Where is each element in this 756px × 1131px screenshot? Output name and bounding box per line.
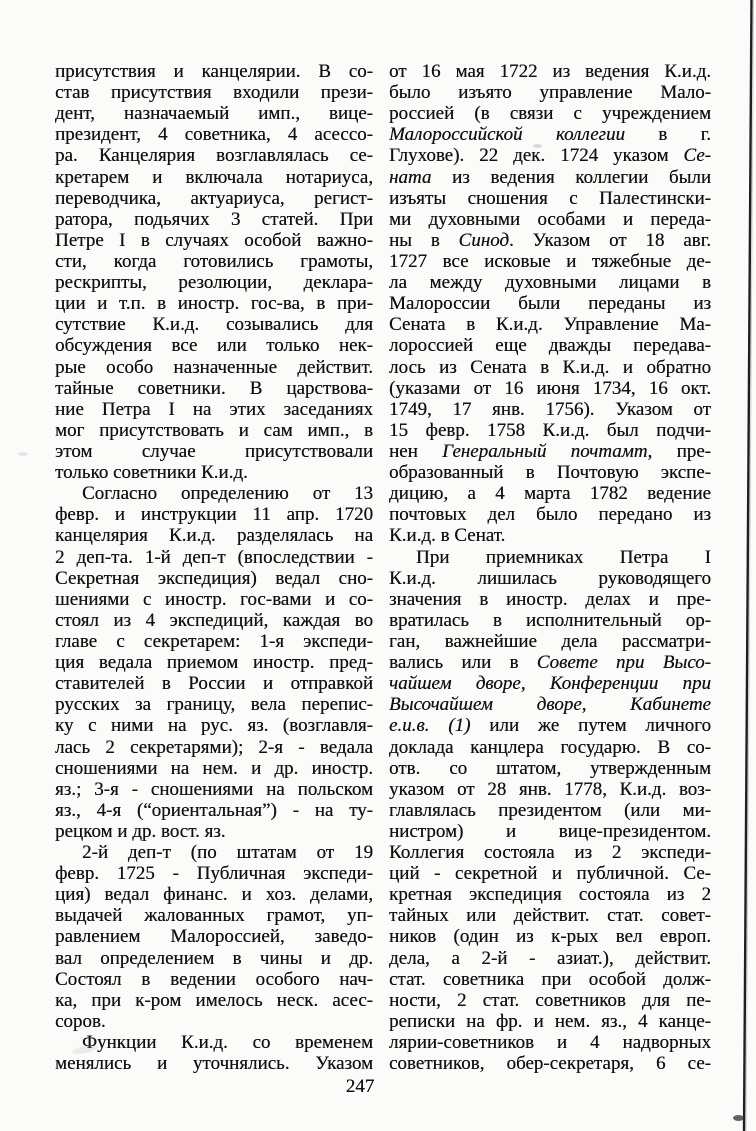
text-segment: россией (в связи с учреждением [389,103,711,125]
text-segment: равлением Малороссией, заведо- [55,926,373,948]
text-line [389,863,711,884]
text-segment: в г. [624,124,711,146]
text-segment: изъяты сношения с Палестински- [389,187,711,209]
text-line [55,842,373,863]
text-segment: ние Петра I на этих заседаниях [55,398,373,420]
text-line [389,948,711,969]
text-segment: Сената в К.и.д. Управление Ма- [389,314,711,336]
text-segment: шениями с иностр. гос-вами и со- [55,588,373,610]
text-line [389,230,711,251]
text-line [55,209,373,230]
text-segment: обсуждения все или только нек- [55,335,373,357]
text-line [389,990,711,1011]
text-segment: рые особо назначенные действит. [55,356,373,378]
text-line [55,821,373,842]
text-line [55,124,373,145]
text-line [389,589,711,610]
text-line [55,525,373,546]
text-segment: ку с ними на рус. яз. (возглавля- [55,715,373,737]
text-segment: вались или в [389,652,537,674]
text-segment: 2-й деп-т (по штатам от 19 [82,842,373,864]
text-line [389,547,711,568]
text-segment: главе с секретарем: 1-я экспеди- [55,630,373,652]
text-line [55,272,373,293]
text-line [55,230,373,251]
text-line [55,863,373,884]
text-segment: ны в [389,229,459,251]
text-segment: значения в иностр. делах и пре- [389,588,711,610]
text-line [55,167,373,188]
text-line [389,779,711,800]
text-segment: тайные советники. В царствова- [55,377,373,399]
text-segment: сутствие К.и.д. созывались для [55,314,373,336]
text-line [389,969,711,990]
text-segment: сти, когда готовились грамоты, [55,250,373,272]
text-line [55,441,373,462]
text-segment: ции и т.п. в иностр. гос-ва, в при- [55,293,373,315]
text-segment: соров. [55,1010,106,1032]
text-segment: 1727 все исковые и тяжебные де- [389,250,711,272]
text-segment: ников (один из к-рых вел европ. [389,926,711,948]
text-segment: Функции К.и.д. со временем [82,1032,373,1054]
text-segment: дела, а 2-й - азиат.), действит. [389,947,711,969]
text-segment: кретарем и включала нотариуса, [55,166,373,188]
text-segment: Согласно определению от 13 [82,483,373,505]
text-segment: . Указом от 18 авг. [508,229,711,251]
text-line [389,758,711,779]
text-segment: ка, при к-ром имелось неск. асес- [55,989,373,1011]
text-line [389,694,711,715]
text-line [55,314,373,335]
text-line [55,145,373,166]
text-segment: ция ведала приемом иностр. пред- [55,652,373,674]
text-line [55,737,373,758]
text-line [55,1011,373,1032]
italic-text-segment: ната [389,166,432,188]
text-line [389,568,711,589]
text-line [389,272,711,293]
italic-text-segment: Совете при Высо- [536,652,711,674]
text-line [55,990,373,1011]
text-line [389,800,711,821]
text-line [389,314,711,335]
text-segment: только советники К.и.д. [55,462,248,484]
text-segment: Малороссии были переданы из [389,293,711,315]
text-segment: указом от 28 янв. 1778, К.и.д. воз- [389,778,711,800]
text-segment: Секретная экспедиция) ведал сно- [55,567,373,589]
text-segment: дент, назначаемый имп., вице- [55,103,373,125]
text-segment: тайных или действит. стат. совет- [389,905,711,927]
text-segment: этом случае присутствовали [55,440,373,462]
text-line [389,631,711,652]
text-line [389,293,711,314]
italic-text-segment: Малороссийской коллегии [389,124,625,146]
text-line [55,504,373,525]
text-segment: стоял из 4 экспедиций, каждая во [55,609,373,631]
text-segment: канцелярия К.и.д. разделялась на [55,525,373,547]
text-segment: кретная экспедиция состояла из 2 [389,884,711,906]
text-segment: яз., 4-я (“ориентальная”) - на ту- [55,799,373,821]
text-segment: ра. Канцелярия возглавлялась се- [55,145,373,167]
text-line [389,145,711,166]
text-line [389,504,711,525]
text-line [389,82,711,103]
text-segment: от 16 мая 1722 из ведения К.и.д. [389,61,711,82]
text-column-right [389,61,711,1074]
text-line [55,357,373,378]
text-segment: яз.; 3-я - сношениями на польском [55,778,373,800]
text-segment: было изъято управление Мало- [389,82,711,104]
text-line [389,251,711,272]
text-segment: переводчика, актуариуса, регист- [55,187,373,209]
italic-text-segment: Генеральный почтамт [442,440,648,462]
text-line [55,694,373,715]
text-segment: ратора, подьячих 3 статей. При [55,208,373,230]
text-segment: (указами от 16 июня 1734, 16 окт. [389,377,711,399]
text-segment: рескрипты, резолюции, деклара- [55,272,373,294]
text-segment: ми духовными особами и переда- [389,208,711,230]
text-line [389,842,711,863]
text-line [55,293,373,314]
text-segment: вал определением в чины и др. [55,947,373,969]
text-segment: лярии-советников и 4 надворных [389,1032,711,1054]
text-line [389,399,711,420]
text-line [389,61,711,82]
text-line [55,715,373,736]
text-segment: менялись и уточнялись. Указом [55,1053,373,1075]
text-segment: дицию, а 4 марта 1782 ведение [389,483,711,505]
italic-text-segment: чайшем дворе, Конференции при [389,673,711,695]
text-block [55,61,711,1074]
text-line [55,420,373,441]
text-segment: При приемниках Петра I [416,546,711,568]
text-column-left [55,61,373,1074]
text-line [55,589,373,610]
text-segment: ция) ведал финанс. и хоз. делами, [55,884,373,906]
text-segment: ган, важнейшие дела рассматри- [389,630,711,652]
text-segment: февр. и инструкции 11 апр. 1720 [55,504,373,526]
text-line [55,462,373,483]
text-segment: ла между духовными лицами в [389,272,711,294]
text-segment: реписки на фр. и нем. яз., 4 канце- [389,1010,711,1032]
italic-text-segment: Се- [683,145,711,167]
text-segment: нен [389,440,443,462]
text-line [389,525,711,546]
text-segment: почтовых дел было передано из [389,504,711,526]
text-line [55,969,373,990]
text-line [55,483,373,504]
text-line [389,715,711,736]
text-line [389,167,711,188]
text-segment: вратилась в исполнительный ор- [389,609,711,631]
text-line [55,378,373,399]
text-line [389,673,711,694]
text-segment: К.и.д. лишилась руководящего [389,567,711,589]
text-line [389,335,711,356]
text-line [55,800,373,821]
text-segment: ности, 2 стат. советников для пе- [389,989,711,1011]
text-segment: или же путем личного [470,715,711,737]
text-line [389,420,711,441]
text-segment: став присутствия входили прези- [55,82,373,104]
text-line [55,568,373,589]
text-segment: русских за границу, вела перепис- [55,694,373,716]
page-number: 247 [345,1076,375,1097]
text-segment: президент, 4 советника, 4 асессо- [55,124,373,146]
text-segment: стат. советника при особой долж- [389,968,711,990]
text-line [389,209,711,230]
text-line [389,1032,711,1053]
text-line [389,821,711,842]
text-line [55,610,373,631]
text-line [55,335,373,356]
text-segment: лороссией еще дважды передава- [389,335,711,357]
text-segment: мог присутствовать и сам имп., в [55,419,373,441]
text-line [55,188,373,209]
text-line [55,905,373,926]
text-segment: главлялась президентом (или ми- [389,799,711,821]
text-line [55,103,373,124]
text-segment: лось из Сената в К.и.д. и обратно [389,356,711,378]
text-line [389,462,711,483]
text-line [389,652,711,673]
text-line [55,758,373,779]
text-segment: 15 февр. 1758 К.и.д. был подчи- [389,419,711,441]
text-segment: отв. со штатом, утвержденным [389,757,711,779]
text-segment: нистром) и вице-президентом. [389,820,711,842]
text-line [389,737,711,758]
text-segment: К.и.д. в Сенат. [389,525,506,547]
text-line [55,926,373,947]
text-segment: 1749, 17 янв. 1756). Указом от [389,398,711,420]
text-line [389,905,711,926]
text-segment: Петре I в случаях особой важно- [55,229,373,251]
text-line [55,1032,373,1053]
text-line [389,188,711,209]
text-line [389,610,711,631]
text-line [389,483,711,504]
scan-artifact [18,452,28,456]
text-segment: Глухове). 22 дек. 1724 указом [389,145,684,167]
text-segment: советников, обер-секретаря, 6 се- [389,1053,711,1075]
italic-text-segment: Синод [458,229,509,251]
text-segment: лась 2 секретарями); 2-я - ведала [55,736,373,758]
text-segment: присутствия и канцелярии. В со- [55,61,373,82]
text-segment: рецком и др. вост. яз. [55,820,226,842]
scan-artifact [733,1115,744,1121]
text-line [55,1053,373,1074]
text-line [55,547,373,568]
text-segment: выдачей жалованных грамот, уп- [55,905,373,927]
text-line [389,441,711,462]
text-segment: 2 деп-та. 1-й деп-т (впоследствии - [55,546,373,568]
text-line [55,884,373,905]
text-line [55,82,373,103]
italic-text-segment: е.и.в. (1) [389,715,471,737]
text-line [55,399,373,420]
text-line [55,652,373,673]
text-line [389,124,711,145]
text-segment: сношениями на нем. и др. иностр. [55,757,373,779]
text-line [389,1011,711,1032]
text-segment: , пре- [647,440,711,462]
text-line [389,926,711,947]
text-line [55,631,373,652]
text-segment: Коллегия состояла из 2 экспеди- [389,842,711,864]
text-segment: Состоял в ведении особого нач- [55,968,373,990]
text-line [55,673,373,694]
text-segment: ставителей в России и отправкой [55,673,373,695]
text-line [389,357,711,378]
text-segment: образованный в Почтовую экспе- [389,462,711,484]
text-line [55,948,373,969]
text-line [389,1053,711,1074]
text-line [55,61,373,82]
text-line [55,251,373,272]
text-line [389,103,711,124]
text-line [389,884,711,905]
italic-text-segment: Высочайшем дворе, Кабинете [389,694,711,716]
text-line [389,378,711,399]
text-line [55,779,373,800]
text-segment: ций - секретной и публичной. Се- [389,863,711,885]
text-segment: из ведения коллегии были [431,166,711,188]
text-segment: доклада канцлера государю. В со- [389,736,711,758]
text-segment: февр. 1725 - Публичная экспеди- [55,863,373,885]
